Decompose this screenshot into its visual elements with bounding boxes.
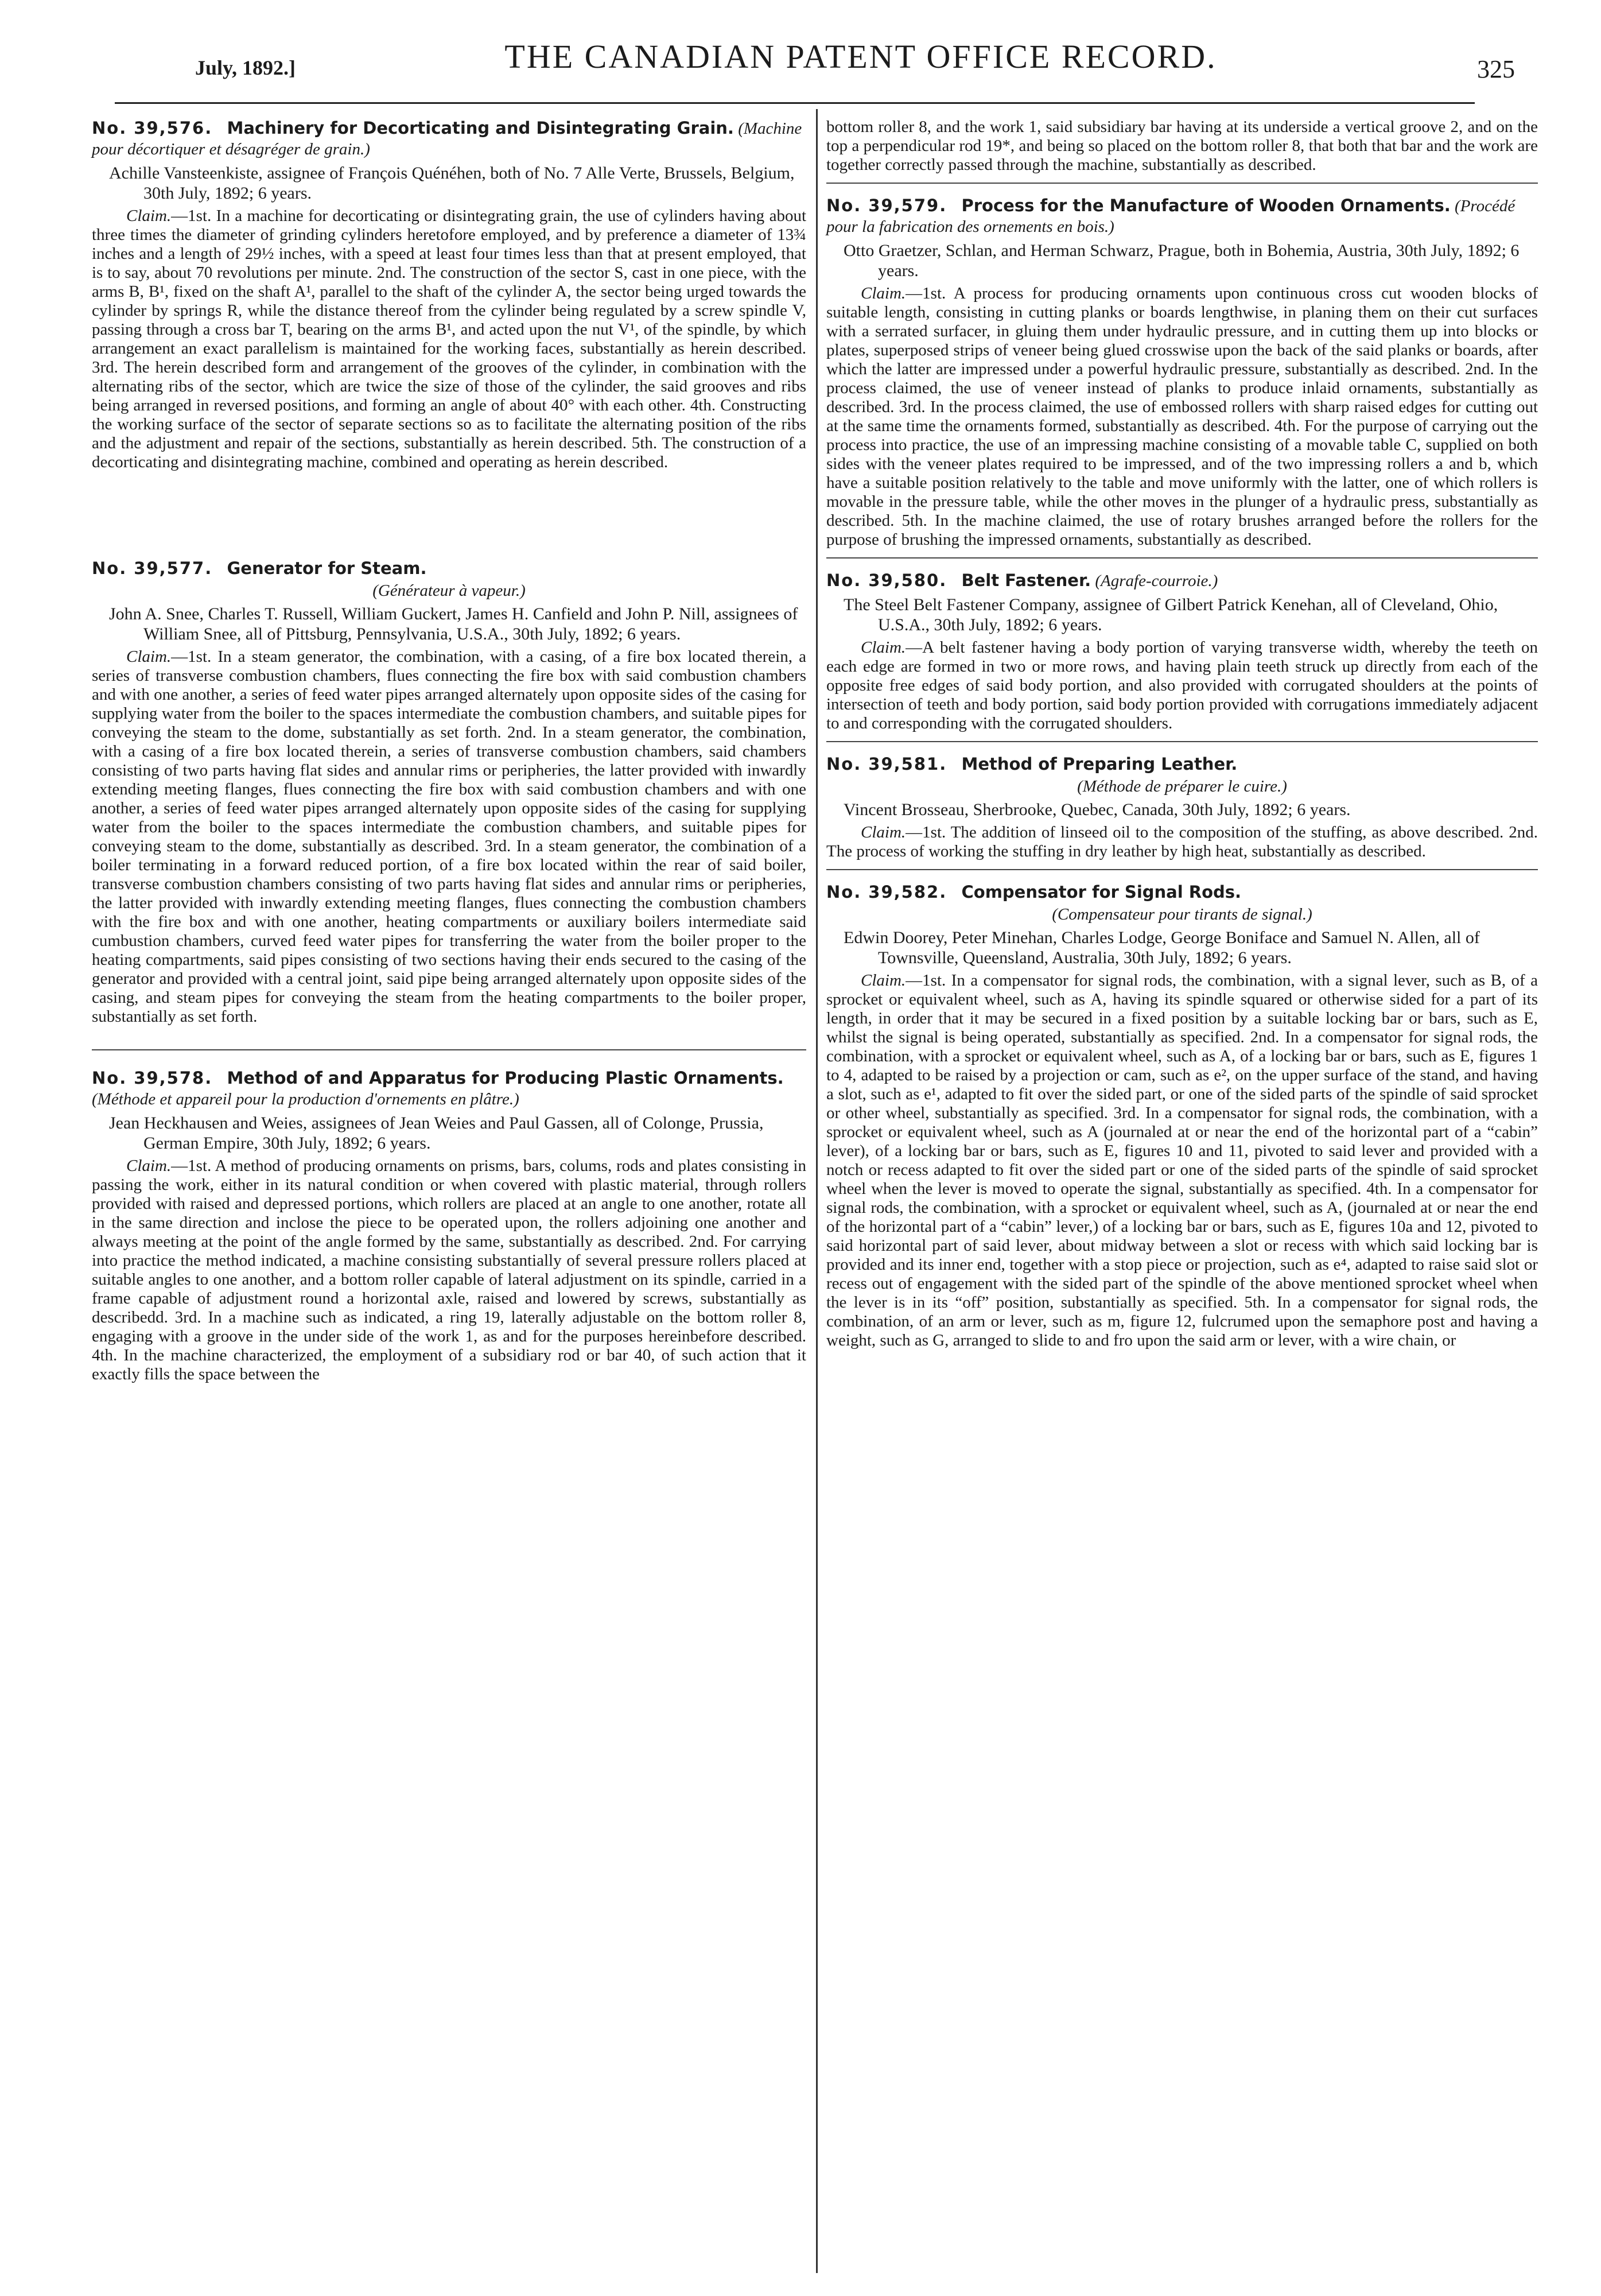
entry-heading (826, 570, 1538, 591)
section-rule (826, 869, 1538, 870)
french-title: (Procédé pour la fabrication des ornements en bois.) (826, 197, 1515, 236)
claim-body: —1st. In a compensator for signal rods, the combination, with a signal lever, such as B, of a sprocket or equivalent wheel, such as A, having its spindle squared or otherwise sided for a part of its length, in order that it may be secured in a fixed position by a suitable locking bar or bars, such as E, whilst the signal is being operated, substantially as specified. 2nd. In a compensator for signal rods, the combination, with a sprocket or equivalent wheel, such as A, of a locking bar or bars, such as E, figures 1 to 4, adapted to be raised by a projection or cam, such as e², on the upper surface of the stand, and having a slot, such as e¹, adapted to fit over the sided part, or one of the sided parts of the spindle of said sprocket or other wheel, substantially as specified. 3rd. In a compensator for signal rods, the combination, with a sprocket or equivalent wheel, such as A (journaled at or near the end of the horizontal part of a “cabin” lever), of a locking bar or bars, such as E, figures 10 and 11, pivoted to said lever and provided with a notch or recess adapted to fit over the sided part or one of the sided parts of the spindle of said sprocket wheel when the lever is moved to operate the signal, substantially as specified. 4th. In a compensator for signal rods, the combination, with a sprocket or equivalent wheel, such as A, (journaled at or near the end of the horizontal part of a “cabin” lever,) of a locking bar or bars, such as E, figures 10a and 12, pivoted to said horizontal part of said lever, about midway between a slot or recess with which said locking bar is provided and its inner end, together with a stop piece or projection, such as e⁴, adapted to raise said slot or recess out of engagement with the sided part of the spindle of the above mentioned sprocket wheel when the lever is in its “off” position, substantially as specified. 5th. In a compensator for signal rods, the combination, of an arm or lever, such as m, figure 12, fulcrumed upon the semaphore post and having a weight, such as G, arranged to slide to and fro upon the said arm or lever, with a wire chain, or (826, 971, 1538, 1349)
patent-entry-39576 (92, 118, 806, 472)
inventors: John A. Snee, Charles T. Russell, William Guckert, James H. Canfield and John P. Nill, assignees of William Snee, all of Pittsburg, Pennsylvania, U.S.A., 30th July, 1892; 6 years. (109, 604, 798, 643)
section-rule (826, 183, 1538, 184)
claim-body: —1st. In a steam generator, the combination, with a casing, of a fire box located therein, a series of transverse combustion chambers, flues connecting the fire box with said combustion chambers and with one another, a series of feed water pipes arranged alternately upon opposite sides of the casing for supplying water from the boiler to the spaces intermediate the combustion chambers, and suitable pipes for conveying the steam to the dome, substantially as set forth. 2nd. In a steam generator, the combination, with a casing of a fire box located therein, a series of transverse combustion chambers, said chambers consisting of two parts having flat sides and annular rims or peripheries, the latter provided with inwardly extending meeting flanges, flues connecting the fire box with said combustion chambers and with one another, a series of feed water pipes arranged alternately upon opposite sides of the casing for supplying water from the boiler to the spaces intermediate the combustion chambers, and suitable pipes for conveying steam to the dome, substantially as described. 3rd. In a steam generator, the combination of a boiler terminating in a forward reduced portion, of a fire box located within the rear of said boiler, transverse combustion chambers consisting of two parts having flat sides and annular rims or peripheries, the latter provided with inwardly extending meeting flanges, flues connecting the combustion chambers with the fire box and with one another, heating compartments or auxiliary boilers intermediate said cumbustion chambers, curved feed water pipes for transferring the water from the boiler proper to the heating compartments, said pipes consisting of two sections having their ends secured to the casing of the generator and provided with a central joint, said pipe being arranged alternately upon opposite sides of the casing, and steam pipes for conveying the steam from the heating compartments to the boiler proper, substantially as set forth. (92, 647, 806, 1026)
entry-heading (826, 882, 1538, 903)
patent-number: No. 39,579. (826, 196, 947, 215)
entry-heading (826, 754, 1538, 775)
claim-text (92, 207, 806, 472)
claim-label: Claim. (861, 971, 906, 990)
claim-label: Claim. (861, 638, 906, 657)
header-rule (115, 102, 1475, 104)
right-column (826, 118, 1538, 1350)
left-column (92, 118, 806, 1384)
patent-title: Compensator for Signal Rods. (961, 882, 1242, 902)
claim-text (826, 284, 1538, 549)
inventors: Achille Vansteenkiste, assignee of François Quénéhen, both of No. 7 Alle Verte, Brussels, Belgium, 30th July, 1892; 6 years. (109, 164, 795, 203)
patent-entry-39579 (826, 195, 1538, 549)
patent-number: No. 39,582. (826, 882, 947, 902)
page-number: 325 (1477, 55, 1515, 83)
claim-body: —1st. A process for producing ornaments upon continuous cross cut wooden blocks of suitable length, consisting in cutting planks or boards lengthwise, in planing them on their cut surfaces with a serrated surfacer, in gluing them under hydraulic pressure, and in cutting them up into blocks or plates, superposed strips of veneer being glued crosswise upon the back of the said planks or boards, after which the latter are impressed under a powerful hydraulic pressure, substantially as described. 2nd. In the process claimed, the use of veneer instead of planks to produce inlaid ornaments, substantially as described. 3rd. In the process claimed, the use of embossed rollers with sharp raised edges for cutting out at the same time the ornaments formed, substantially as described. 4th. For the purpose of carrying out the process into practice, the use of an impressing machine consisting of a movable table C, supplied on both sides with the veneer plates required to be impressed, and of the two impressing rollers a and b, which have a suitable position relatively to the table and move uniformly with the latter, one of which rollers is movable in the pressure table, while the other moves in the plunger of a hydraulic press, substantially as described. 5th. In the machine claimed, the use of rotary brushes arranged before the rollers for the purpose of brushing the impressed ornaments, substantially as described. (826, 284, 1538, 549)
claim-body: —1st. In a machine for decorticating or disintegrating grain, the use of cylinders having about three times the diameter of grinding cylinders heretofore employed, and by preference a diameter of 13¾ inches and a length of 29½ inches, with a speed at least four times less than that at present employed, that is to say, about 70 revolutions per minute. 2nd. The construction of the sector S, cast in one piece, with the arms B, B¹, fixed on the shaft A¹, parallel to the shaft of the cylinder A, the sector being urged towards the cylinder by springs R, while the distance thereof from the cylinder being regulated by a screw spindle V, passing through a cross bar T, bearing on the arms B¹, and acted upon the nut V¹, of the spindle, by which arrangement an exact parallelism is maintained for the working faces, substantially as herein described. 3rd. The herein described form and arrangement of the grooves of the cylinder, in combination with the alternating ribs of the sector, which are twice the size of those of the cylinder, the said grooves and ribs being arranged in reversed positions, and forming an angle of about 40° with each other. 4th. Constructing the working surface of the sector of separate sections so as to facilitate the alternating position of the ribs and the adjustment and repair of the sections, substantially as herein described. 5th. The construction of a decorticating and disintegrating machine, combined and operating as herein described. (92, 207, 806, 471)
header-date: July, 1892.] (195, 56, 296, 79)
patent-title: Process for the Manufacture of Wooden Ornaments. (961, 196, 1451, 215)
claim-body: —A belt fastener having a body portion of varying transverse width, whereby the teeth on each edge are formed in two or more rows, and having plain teeth struck up directly from each of the opposite free edges of said body portion, and also provided with corrugated shoulders at the points of intersection of teeth and body portion, said body portion provided with corrugations immediately adjacent to and corresponding with the corrugated shoulders. (826, 638, 1538, 732)
patent-number: No. 39,581. (826, 754, 947, 774)
patent-entry-39582 (826, 882, 1538, 1350)
patent-number: No. 39,578. (92, 1068, 213, 1088)
entry-heading (92, 558, 806, 579)
claim-label: Claim. (861, 284, 906, 302)
claim-body: —1st. The addition of linseed oil to the composition of the stuffing, as above described. 2nd. The process of working the stuffing in dry leather by high heat, substantially as described. (826, 823, 1538, 860)
claim-text (826, 971, 1538, 1350)
continued-claim: bottom roller 8, and the work 1, said subsidiary bar having at its underside a vertical groove 2, and on the top a perpendicular rod 19*, and being so placed on the bottom roller 8, that both that bar and the work are together correctly passed through the machine, substantially as described. (826, 118, 1538, 174)
claim-text (826, 823, 1538, 861)
french-title: (Compensateur pour tirants de signal.) (1052, 905, 1312, 924)
entry-heading (826, 195, 1538, 237)
section-rule (92, 1049, 806, 1050)
french-title: (Méthode et appareil pour la production d'ornements en plâtre.) (92, 1090, 519, 1108)
claim-label: Claim. (126, 647, 172, 666)
claim-text (92, 647, 806, 1026)
section-rule (826, 741, 1538, 742)
spacer (92, 472, 806, 558)
patent-entry-39580 (826, 570, 1538, 733)
patent-title: Belt Fastener. (961, 571, 1091, 590)
patent-number: No. 39,577. (92, 559, 213, 578)
column-divider (816, 109, 818, 2273)
page-header (184, 32, 1521, 83)
entry-heading (92, 118, 806, 160)
section-rule (826, 557, 1538, 559)
inventors: Vincent Brosseau, Sherbrooke, Quebec, Canada, 30th July, 1892; 6 years. (844, 800, 1351, 819)
patent-title: Generator for Steam. (227, 559, 427, 578)
patent-title: Method of Preparing Leather. (961, 754, 1238, 774)
claim-label: Claim. (126, 1157, 172, 1175)
patent-entry-39577 (92, 558, 806, 1026)
inventors: Edwin Doorey, Peter Minehan, Charles Lodge, George Boniface and Samuel N. Allen, all of Townsville, Queensland, Australia, 30th July, 1892; 6 years. (844, 928, 1480, 967)
patent-number: No. 39,580. (826, 571, 947, 590)
entry-heading (92, 1068, 806, 1110)
header-title: THE CANADIAN PATENT OFFICE RECORD. (504, 38, 1217, 75)
french-title: (Machine pour décortiquer et désagréger de grain.) (92, 119, 802, 158)
patent-entry-39581 (826, 754, 1538, 861)
claim-label: Claim. (126, 207, 172, 225)
french-title: (Agrafe-courroie.) (1095, 572, 1218, 590)
claim-label: Claim. (861, 823, 906, 841)
claim-text (92, 1157, 806, 1384)
inventors: Jean Heckhausen and Weies, assignees of Jean Weies and Paul Gassen, all of Colonge, Prussia, German Empire, 30th July, 1892; 6 years. (109, 1114, 764, 1153)
french-title: (Générateur à vapeur.) (372, 581, 526, 600)
patent-entry-39578 (92, 1068, 806, 1384)
claim-text (826, 638, 1538, 733)
patent-title: Machinery for Decorticating and Disintegrating Grain. (227, 118, 734, 138)
inventors: Otto Graetzer, Schlan, and Herman Schwarz, Prague, both in Bohemia, Austria, 30th July, 1892; 6 years. (844, 241, 1520, 280)
claim-body: —1st. A method of producing ornaments on prisms, bars, colums, rods and plates consisting in passing the work, either in its natural condition or when covered with plastic material, through rollers provided with raised and depressed portions, which rollers are placed at an angle to one another, rotate all in the same direction and inclose the piece to be operated upon, the rollers adjoining one another and always meeting at the point of the angle formed by the same, substantially as described. 2nd. For carrying into practice the method indicated, a machine consisting substantially of several pressure rollers placed at suitable angles to one another, and a bottom roller capable of lateral adjustment on its spindle, carried in a frame capable of adjustment round a horizontal axle, raised and lowered by screws, substantially as describedd. 3rd. In a machine such as indicated, a ring 19, laterally adjustable on the bottom roller 8, engaging with a groove in the under side of the work 1, as and for the purposes hereinbefore described. 4th. In the machine characterized, the employment of a subsidiary rod or bar 40, of such action that it exactly fills the space between the (92, 1157, 806, 1383)
inventors: The Steel Belt Fastener Company, assignee of Gilbert Patrick Kenehan, all of Cleveland, Ohio, U.S.A., 30th July, 1892; 6 years. (844, 595, 1498, 634)
french-title: (Méthode de préparer le cuire.) (1077, 777, 1287, 796)
patent-number: No. 39,576. (92, 118, 213, 138)
patent-title: Method of and Apparatus for Producing Plastic Ornaments. (227, 1068, 784, 1088)
